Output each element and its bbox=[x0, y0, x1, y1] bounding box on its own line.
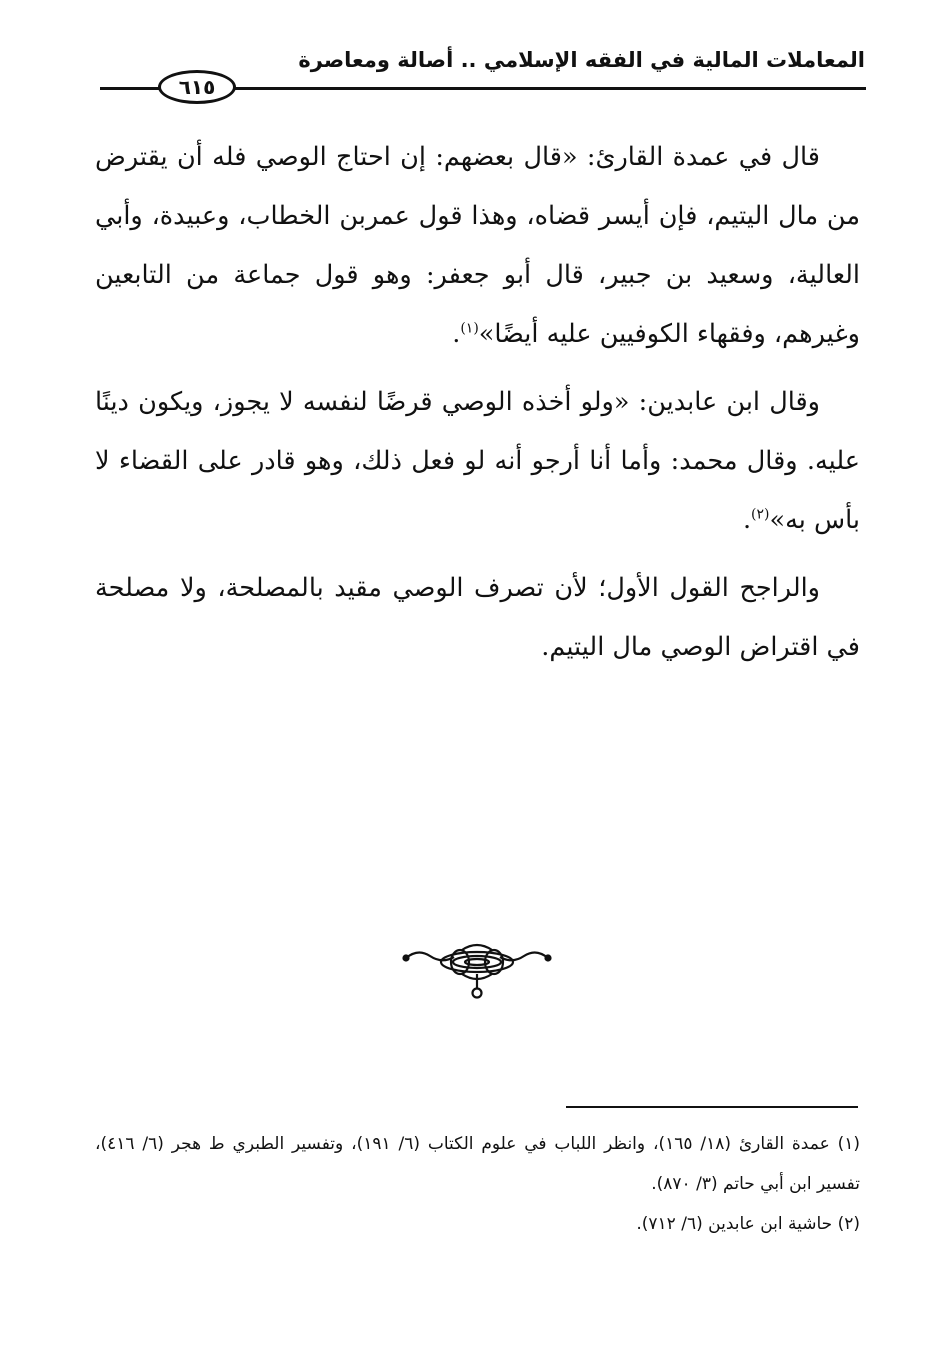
paragraph-1-text: قال في عمدة القارئ: «قال بعضهم: إن احتاج الوصي فله أن يقترض من مال اليتيم، فإن أيسر قضاه، وهذا قول عمربن الخطاب، وعبيدة، وأبي العالية، وسعيد بن جبير، قال أبو جعفر: وهو قول جماعة من التابعين وغيرهم، وفقهاء الكوفيين عليه أيضًا» bbox=[95, 142, 860, 349]
paragraph-2 bbox=[95, 373, 860, 550]
header-title: المعاملات المالية في الفقه الإسلامي .. أصالة ومعاصرة bbox=[298, 48, 865, 72]
paragraph-3: والراجح القول الأول؛ لأن تصرف الوصي مقيد بالمصلحة، ولا مصلحة في اقتراض الوصي مال اليتيم. bbox=[95, 573, 860, 662]
footnote-ref-2: (٢) bbox=[751, 506, 770, 523]
main-text bbox=[95, 128, 860, 686]
footnote-separator bbox=[566, 1106, 858, 1108]
page-number: ٦١٥ bbox=[158, 70, 236, 104]
floral-ornament-icon bbox=[402, 940, 552, 1000]
footnote-1: (١) عمدة القارئ (١٨/ ١٦٥)، وانظر اللباب في علوم الكتاب (٦/ ١٩١)، وتفسير الطبري ط هجر (٦/ ٤١٦)، تفسير ابن أبي حاتم (٣/ ٨٧٠). bbox=[95, 1134, 860, 1194]
paragraph-1 bbox=[95, 128, 860, 364]
footnotes bbox=[95, 1124, 860, 1244]
footnote-ref-1: (١) bbox=[460, 320, 479, 337]
footnote-2: (٢) حاشية ابن عابدين (٦/ ٧١٢). bbox=[636, 1214, 860, 1234]
paragraph-2-end: . bbox=[742, 505, 752, 535]
paragraph-2-text: وقال ابن عابدين: «ولو أخذه الوصي قرضًا لنفسه لا يجوز، ويكون دينًا عليه. وقال محمد: وأما أنا أرجو أنه لو فعل ذلك، وهو قادر على القضاء لا بأس به» bbox=[95, 387, 860, 535]
paragraph-1-end: . bbox=[452, 319, 461, 349]
